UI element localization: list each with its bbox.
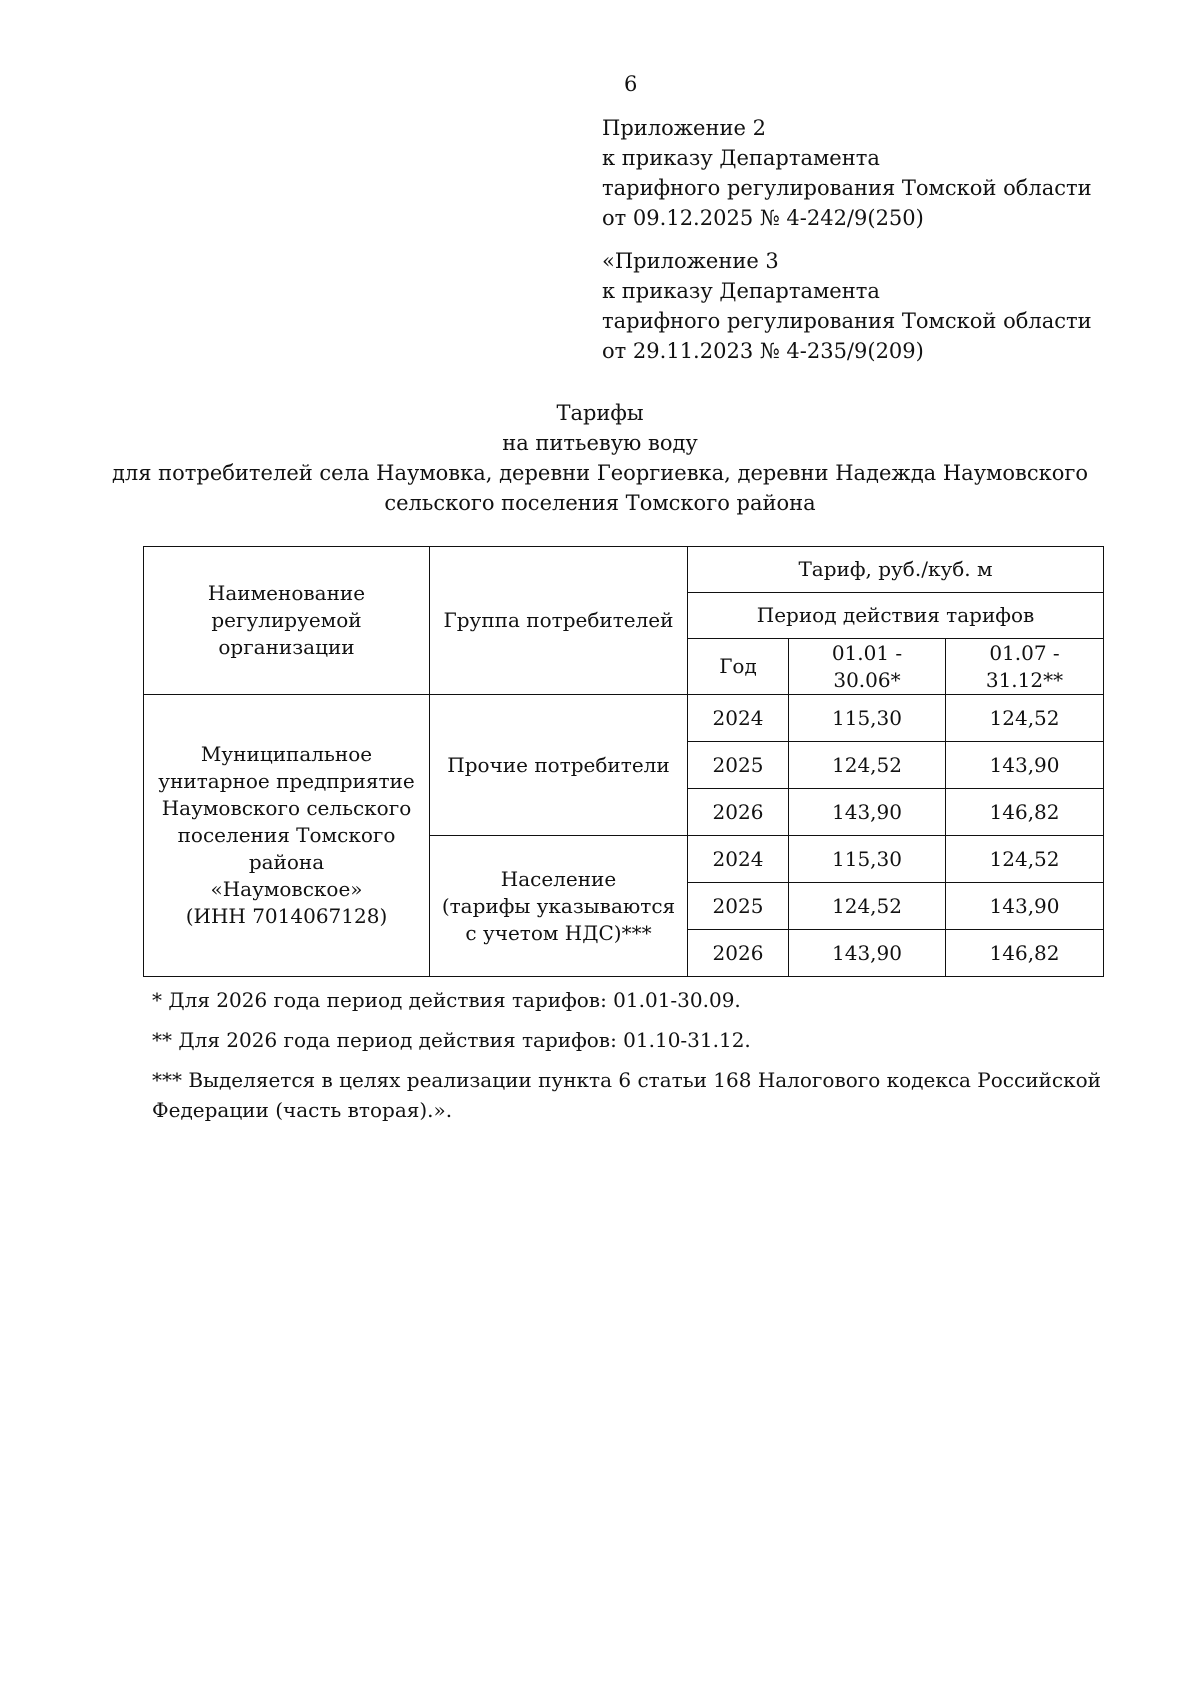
year-cell: 2024 bbox=[688, 695, 789, 742]
tariff-cell: 115,30 bbox=[789, 695, 946, 742]
title-line: на питьевую воду bbox=[502, 431, 698, 455]
footnote: *** Выделяется в целях реализации пункта 6 статьи 168 Налогового кодекса Российской Федерации (часть вторая).». bbox=[152, 1068, 1101, 1122]
footnote: ** Для 2026 года период действия тарифов: 01.10-31.12. bbox=[152, 1028, 751, 1052]
header-period: Период действия тарифов bbox=[688, 593, 1104, 639]
consumer-group-cell: Население (тарифы указываются с учетом НДС)*** bbox=[430, 836, 688, 977]
footnotes bbox=[152, 985, 1102, 1135]
tariff-cell: 124,52 bbox=[789, 883, 946, 930]
appendix-line: к приказу Департамента bbox=[602, 146, 880, 170]
tariff-cell: 143,90 bbox=[789, 930, 946, 977]
title-line: для потребителей села Наумовка, деревни Георгиевка, деревни Надежда Наумовского bbox=[111, 461, 1089, 485]
appendix-original-header bbox=[602, 246, 1092, 366]
consumer-group-cell: Прочие потребители bbox=[430, 695, 688, 836]
year-cell: 2026 bbox=[688, 789, 789, 836]
table-row bbox=[144, 695, 1104, 742]
title-line: сельского поселения Томского района bbox=[384, 491, 816, 515]
header-consumer-group: Группа потребителей bbox=[430, 547, 688, 695]
tariff-cell: 146,82 bbox=[946, 789, 1104, 836]
year-cell: 2025 bbox=[688, 883, 789, 930]
tariff-cell: 143,90 bbox=[946, 742, 1104, 789]
tariff-cell: 124,52 bbox=[946, 836, 1104, 883]
tariff-cell: 115,30 bbox=[789, 836, 946, 883]
tariff-cell: 143,90 bbox=[789, 789, 946, 836]
tariff-cell: 143,90 bbox=[946, 883, 1104, 930]
appendix-line: Приложение 2 bbox=[602, 116, 766, 140]
tariff-cell: 124,52 bbox=[946, 695, 1104, 742]
document-title bbox=[100, 398, 1100, 518]
table-header-row bbox=[144, 547, 1104, 593]
appendix-line: к приказу Департамента bbox=[602, 279, 880, 303]
appendix-line: тарифного регулирования Томской области bbox=[602, 176, 1092, 200]
header-half2: 01.07 - 31.12** bbox=[946, 639, 1104, 695]
year-cell: 2024 bbox=[688, 836, 789, 883]
tariff-cell: 124,52 bbox=[789, 742, 946, 789]
header-tariff: Тариф, руб./куб. м bbox=[688, 547, 1104, 593]
appendix-line: тарифного регулирования Томской области bbox=[602, 309, 1092, 333]
year-cell: 2025 bbox=[688, 742, 789, 789]
header-year: Год bbox=[688, 639, 789, 695]
tariff-table bbox=[143, 546, 1104, 977]
header-half1: 01.01 - 30.06* bbox=[789, 639, 946, 695]
appendix-line: от 29.11.2023 № 4-235/9(209) bbox=[602, 339, 924, 363]
year-cell: 2026 bbox=[688, 930, 789, 977]
footnote: * Для 2026 года период действия тарифов: 01.01-30.09. bbox=[152, 988, 741, 1012]
appendix-current-header bbox=[602, 113, 1092, 233]
appendix-line: от 09.12.2025 № 4-242/9(250) bbox=[602, 206, 924, 230]
title-line: Тарифы bbox=[556, 401, 644, 425]
page-number: 6 bbox=[624, 72, 638, 96]
organization-cell: Муниципальное унитарное предприятие Наумовского сельского поселения Томского района «Наумовское» (ИНН 7014067128) bbox=[144, 695, 430, 977]
tariff-cell: 146,82 bbox=[946, 930, 1104, 977]
header-organization: Наименование регулируемой организации bbox=[144, 547, 430, 695]
appendix-line: «Приложение 3 bbox=[602, 249, 779, 273]
